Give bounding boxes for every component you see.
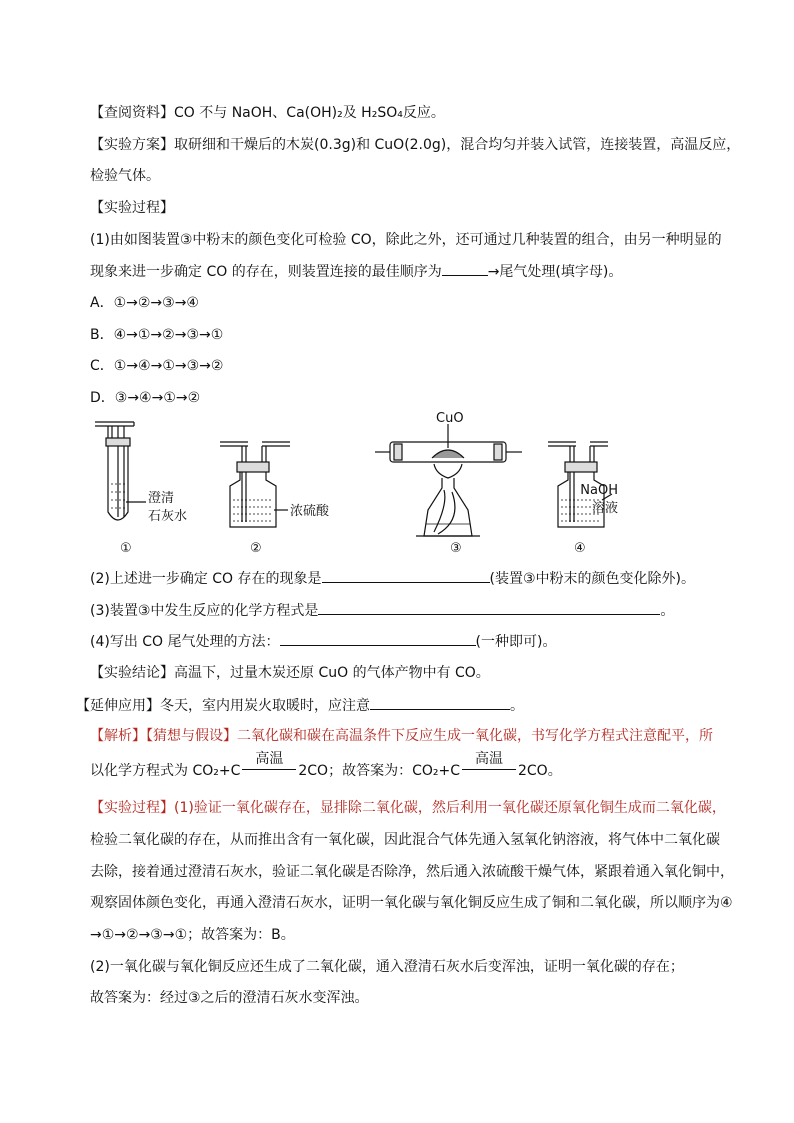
- answer-blank-5[interactable]: [370, 695, 510, 710]
- answer-blank-3[interactable]: [318, 600, 660, 615]
- process-analysis-7: 故答案为：经过③之后的澄清石灰水变浑浊。: [90, 990, 369, 1006]
- combustion-tube-burner: [375, 424, 522, 536]
- process-analysis-1: 【实验过程】(1)验证一氧化碳存在，显排除二氧化碳，然后利用一氧化碳还原氧化铜生成而二氧化碳，: [90, 800, 726, 816]
- question-4-text: (4)写出 CO 尾气处理的方法：: [90, 634, 280, 650]
- equation-middle: 2CO；故答案为：CO₂+C: [298, 763, 460, 779]
- question-2: [90, 568, 695, 589]
- question-2-suffix: (装置③中粉末的颜色变化除外)。: [489, 571, 696, 587]
- process-analysis-3: 去除，接着通过澄清石灰水，验证二氧化碳是否除净，然后通入浓硫酸干燥气体，紧跟着通入氧化铜中，: [90, 864, 734, 880]
- question-2-text: (2)上述进一步确定 CO 存在的现象是: [90, 571, 322, 587]
- analysis-line-1: [90, 726, 713, 746]
- question-3: [90, 600, 674, 621]
- process-analysis-6: (2)一氧化碳与氧化铜反应还生成了二氧化碳，通入澄清石灰水后变浑浊，证明一氧化碳的存在；: [90, 959, 684, 975]
- process-analysis-2: 检验二氧化碳的存在，从而推出含有一氧化碳，因此混合气体先通入氢氧化钠溶液，将气体中二氧化碳: [90, 832, 720, 848]
- equation-arrow-2: 高温: [460, 751, 518, 781]
- experiment-plan-cont: 检验气体。: [90, 168, 160, 184]
- test-tube-apparatus: [95, 422, 146, 520]
- label-conc-sulfuric: 浓硫酸: [290, 504, 330, 519]
- question-3-suffix: 。: [660, 603, 675, 619]
- label-naoh: NaOH: [580, 483, 618, 498]
- process-heading: 【实验过程】: [90, 200, 174, 216]
- analysis-equation-line: [90, 751, 562, 785]
- device-2-number: ②: [250, 541, 262, 556]
- device-1-number: ①: [120, 541, 132, 556]
- option-a: A．①→②→③→④: [90, 295, 199, 311]
- question-1-cont: [90, 261, 622, 282]
- option-c: C．①→④→①→③→②: [90, 358, 224, 374]
- answer-blank-1[interactable]: [442, 261, 488, 276]
- extension-suffix: 。: [510, 698, 524, 714]
- process-analysis-4: 观察固体颜色变化，再通入澄清石灰水，证明一氧化碳与氧化铜反应生成了铜和二氧化碳，所以顺序为④: [90, 895, 733, 911]
- label-cuo: CuO: [436, 412, 464, 426]
- device-4-number: ④: [574, 541, 586, 556]
- question-4: [90, 631, 556, 652]
- answer-blank-2[interactable]: [322, 568, 490, 583]
- question-1-suffix: →尾气处理(填字母)。: [487, 264, 623, 280]
- extension-text: 【延伸应用】冬天，室内用炭火取暖时，应注意: [76, 698, 370, 714]
- extension-application: [76, 695, 524, 716]
- question-1-text: 现象来进一步确定 CO 的存在，则装置连接的最佳顺序为: [90, 264, 442, 280]
- equation-suffix: 2CO。: [518, 763, 562, 779]
- option-d: D．③→④→①→②: [90, 390, 201, 406]
- analysis-text-1: 【解析】【猜想与假设】二氧化碳和碳在高温条件下反应生成一氧化碳，书写化学方程式注意配平，所: [90, 728, 713, 744]
- device-3-number: ③: [450, 541, 462, 556]
- experiment-plan: 【实验方案】取研细和干燥后的木炭(0.3g)和 CuO(2.0g)，混合均匀并装入试管，连接装置，高温反应，: [90, 137, 741, 153]
- question-3-text: (3)装置③中发生反应的化学方程式是: [90, 603, 319, 619]
- question-1: (1)由如图装置③中粉末的颜色变化可检验 CO，除此之外，还可通过几种装置的组合，由另一种明显的: [90, 232, 722, 248]
- experiment-conclusion: 【实验结论】高温下，过量木炭还原 CuO 的气体产物中有 CO。: [90, 665, 490, 681]
- equation-arrow-1: 高温: [240, 751, 298, 781]
- reference-info: 【查阅资料】CO 不与 NaOH、Ca(OH)₂及 H₂SO₄反应。: [90, 105, 445, 121]
- label-solution: 溶液: [591, 501, 618, 516]
- label-limewater-a: 澄清: [148, 491, 175, 506]
- equation-prefix: 以化学方程式为 CO₂+C: [90, 763, 241, 779]
- label-limewater-b: 石灰水: [148, 509, 188, 524]
- answer-blank-4[interactable]: [280, 631, 476, 646]
- apparatus-figure: [90, 412, 620, 562]
- question-4-suffix: (一种即可)。: [475, 634, 557, 650]
- wash-bottle-acid: [220, 442, 290, 527]
- option-b: B．④→①→②→③→①: [90, 327, 224, 343]
- process-analysis-5: →①→②→③→①；故答案为：B。: [90, 927, 295, 943]
